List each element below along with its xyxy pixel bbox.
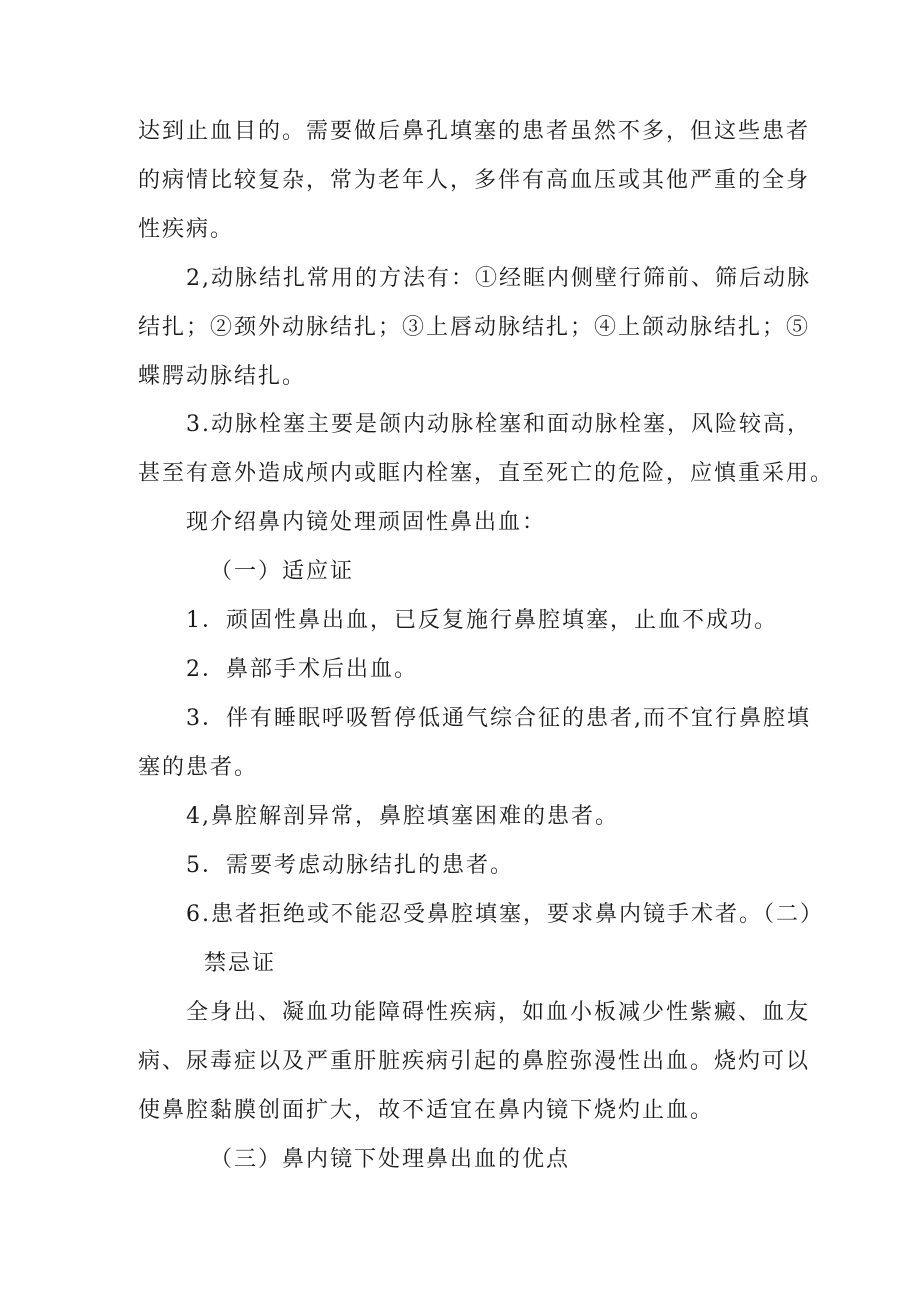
text-line: 病、尿毒症以及严重肝脏疾病引起的鼻腔弥漫性出血。烧灼可以 — [138, 1049, 811, 1074]
text-line: 2,动脉结扎常用的方法有：①经眶内侧壁行筛前、筛后动脉 — [186, 266, 811, 291]
list-item: 1．顽固性鼻出血，已反复施行鼻腔填塞，止血不成功。 — [186, 608, 778, 633]
text-line: 性疾病。 — [138, 217, 235, 242]
text-line: 蝶腭动脉结扎。 — [138, 364, 307, 389]
list-item: 2．鼻部手术后出血。 — [186, 657, 418, 682]
text-line: 全身出、凝血功能障碍性疾病，如血小板减少性紫癜、血友 — [186, 1000, 811, 1025]
text-line: 达到止血目的。需要做后鼻孔填塞的患者虽然不多，但这些患者 — [138, 119, 811, 144]
list-item: 5．需要考虑动脉结扎的患者。 — [186, 853, 514, 878]
text-line: 使鼻腔黏膜创面扩大，故不适宜在鼻内镜下烧灼止血。 — [138, 1098, 715, 1123]
text-line: 结扎；②颈外动脉结扎；③上唇动脉结扎；④上颌动脉结扎；⑤ — [138, 315, 811, 340]
text-line: 塞的患者。 — [138, 755, 259, 780]
section-heading: （一）适应证 — [210, 559, 355, 584]
text-line: 现介绍鼻内镜处理顽固性鼻出血： — [186, 510, 547, 535]
list-item: 4,鼻腔解剖异常，鼻腔填塞困难的患者。 — [186, 804, 619, 829]
section-heading: 禁忌证 — [204, 951, 277, 976]
text-line: 的病情比较复杂，常为老年人，多伴有高血压或其他严重的全身 — [138, 168, 811, 193]
section-heading: （三）鼻内镜下处理鼻出血的优点 — [210, 1147, 571, 1172]
list-item: 3．伴有睡眠呼吸暂停低通气综合征的患者,而不宜行鼻腔填 — [186, 706, 811, 731]
list-item: 6.患者拒绝或不能忍受鼻腔填塞，要求鼻内镜手术者。（二） — [186, 902, 824, 927]
text-line: 3.动脉栓塞主要是颌内动脉栓塞和面动脉栓塞，风险较高， — [186, 412, 811, 437]
text-line: 甚至有意外造成颅内或眶内栓塞，直至死亡的危险，应慎重采用。 — [138, 461, 835, 486]
